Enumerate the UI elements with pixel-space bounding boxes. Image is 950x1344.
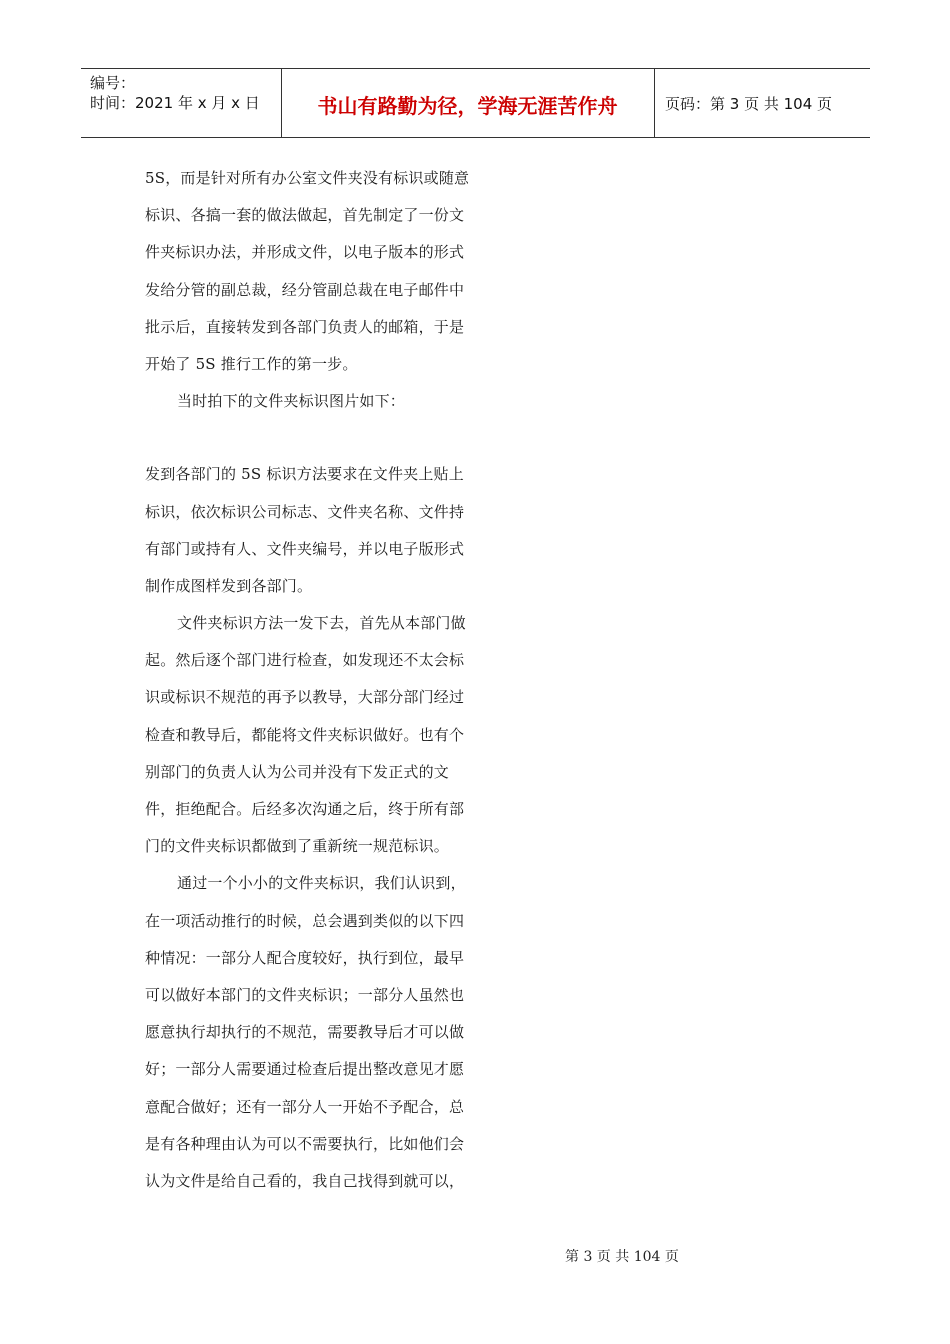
text-line: 标识，依次标识公司标志、文件夹名称、文件持 xyxy=(145,502,465,521)
text-line: 起。然后逐个部门进行检查，如发现还不太会标 xyxy=(145,651,465,670)
text-line: 有部门或持有人、文件夹编号，并以电子版形式 xyxy=(145,539,465,558)
text-line: 标识、各搞一套的做法做起，首先制定了一份文 xyxy=(145,206,465,225)
text-line: 可以做好本部门的文件夹标识；一部分人虽然也 xyxy=(145,985,465,1004)
text-line: 好；一部分人需要通过检查后提出整改意见才愿 xyxy=(145,1060,465,1079)
paragraph-4 xyxy=(145,605,490,865)
paragraph-2: 当时拍下的文件夹标识图片如下： xyxy=(177,392,406,411)
text-line: 别部门的负责人认为公司并没有下发正式的文 xyxy=(145,762,450,781)
header-left-cell xyxy=(81,69,282,137)
text-line: 件夹标识办法，并形成文件，以电子版本的形式 xyxy=(145,243,465,262)
text-line: 5S，而是针对所有办公室文件夹没有标识或随意 xyxy=(145,169,470,187)
text-line: 是有各种理由认为可以不需要执行，比如他们会 xyxy=(145,1134,465,1153)
page-footer: 第 3 页 共 104 页 xyxy=(565,1249,679,1265)
text-line: 愿意执行却执行的不规范，需要教导后才可以做 xyxy=(145,1023,465,1042)
image-placeholder-gap xyxy=(145,420,490,456)
number-label: 编号： xyxy=(90,74,136,92)
text-line: 认为文件是给自己看的，我自己找得到就可以， xyxy=(145,1171,465,1190)
text-line: 种情况：一部分人配合度较好，执行到位，最早 xyxy=(145,948,465,967)
date-label: 时间：2021 年 x 月 x 日 xyxy=(90,94,260,112)
header-page-info: 页码：第 3 页 共 104 页 xyxy=(665,95,833,113)
text-line: 制作成图样发到各部门。 xyxy=(145,576,313,595)
paragraph-5 xyxy=(145,865,490,1200)
text-line: 批示后，直接转发到各部门负责人的邮箱，于是 xyxy=(145,317,465,336)
paragraph-3 xyxy=(145,456,490,605)
paragraph-1 xyxy=(145,160,490,383)
header-motto: 书山有路勤为径，学海无涯苦作舟 xyxy=(317,94,618,118)
document-body xyxy=(145,160,490,1200)
header-motto-cell xyxy=(281,69,655,137)
text-line: 发到各部门的 5S 标识方法要求在文件夹上贴上 xyxy=(145,465,464,484)
text-line: 识或标识不规范的再予以教导，大部分部门经过 xyxy=(145,688,465,707)
text-line: 文件夹标识方法一发下去，首先从本部门做 xyxy=(177,614,466,633)
text-line: 门的文件夹标识都做到了重新统一规范标识。 xyxy=(145,837,450,856)
text-line: 件，拒绝配合。后经多次沟通之后，终于所有部 xyxy=(145,800,465,818)
text-line: 开始了 5S 推行工作的第一步。 xyxy=(145,354,358,373)
text-line: 在一项活动推行的时候，总会遇到类似的以下四 xyxy=(145,911,465,930)
text-line: 意配合做好；还有一部分人一开始不予配合，总 xyxy=(145,1097,465,1116)
text-line: 检查和教导后，都能将文件夹标识做好。也有个 xyxy=(145,725,465,744)
page-header xyxy=(81,68,870,138)
header-right-cell xyxy=(655,69,870,137)
text-line: 发给分管的副总裁，经分管副总裁在电子邮件中 xyxy=(145,280,465,299)
text-line: 通过一个小小的文件夹标识，我们认识到， xyxy=(177,874,466,893)
